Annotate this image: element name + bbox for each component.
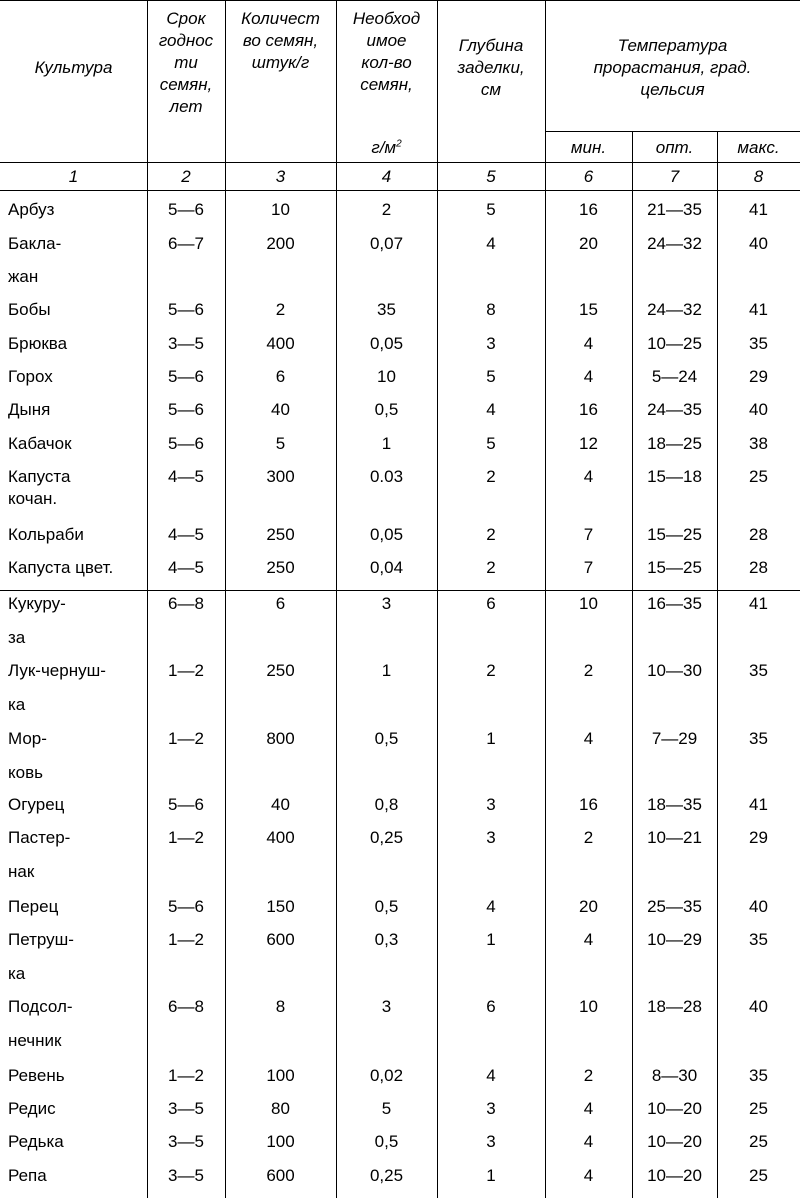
row-cell: 12 bbox=[579, 434, 598, 453]
row-cell: 200 bbox=[266, 234, 295, 253]
row-crop-name-line: Лук-чернуш- bbox=[8, 661, 106, 680]
row-cell: 3—5 bbox=[168, 1132, 204, 1151]
row-cell: 3 bbox=[486, 828, 496, 847]
subheader-max: макс. bbox=[737, 138, 780, 157]
row-cell: 16 bbox=[579, 200, 598, 219]
row-cell: 0,05 bbox=[369, 525, 404, 544]
row-cell: 6—7 bbox=[168, 234, 204, 253]
row-cell: 40 bbox=[271, 400, 290, 419]
row-cell: 35 bbox=[749, 661, 768, 680]
row-cell: 5 bbox=[486, 434, 496, 453]
row-cell: 18—28 bbox=[647, 997, 702, 1016]
row-crop-name-line: Горох bbox=[8, 367, 53, 386]
row-cell: 300 bbox=[266, 467, 295, 486]
row-cell: 10 bbox=[377, 367, 396, 386]
header-depth: Глубина заделки, см bbox=[457, 36, 525, 99]
row-cell: 20 bbox=[579, 897, 598, 916]
row-cell: 8—30 bbox=[651, 1066, 698, 1085]
col-number: 1 bbox=[68, 167, 79, 186]
row-crop-name-line: кочан. bbox=[8, 489, 58, 508]
row-cell: 21—35 bbox=[647, 200, 702, 219]
row-cell: 400 bbox=[266, 334, 295, 353]
row-cell: 3—5 bbox=[168, 334, 204, 353]
row-crop-name-line: Огурец bbox=[8, 795, 65, 814]
row-cell: 7 bbox=[583, 558, 594, 577]
row-cell: 41 bbox=[749, 594, 768, 613]
row-crop-name-line: Брюква bbox=[8, 334, 68, 353]
row-cell: 2 bbox=[486, 525, 496, 544]
header-shelf-life: Срок годнос ти семян, лет bbox=[158, 9, 214, 116]
row-cell: 5—6 bbox=[168, 400, 204, 419]
col-number: 3 bbox=[275, 167, 286, 186]
row-cell: 800 bbox=[266, 729, 295, 748]
header-seed-amount: Необход имое кол-во семян, bbox=[352, 9, 421, 94]
row-cell: 7—29 bbox=[651, 729, 698, 748]
row-cell: 5—6 bbox=[168, 897, 204, 916]
row-crop-name-line: Кукуру- bbox=[8, 594, 66, 613]
row-cell: 10—29 bbox=[647, 930, 702, 949]
row-crop-name-line: Арбуз bbox=[8, 200, 55, 219]
row-crop-name-line: Дыня bbox=[8, 400, 51, 419]
row-cell: 2 bbox=[381, 200, 392, 219]
row-crop-name-line: Кабачок bbox=[8, 434, 72, 453]
row-cell: 24—32 bbox=[647, 234, 702, 253]
row-cell: 25 bbox=[749, 1132, 768, 1151]
row-cell: 100 bbox=[266, 1066, 295, 1085]
row-cell: 5—6 bbox=[168, 300, 204, 319]
row-crop-name-line: Мор- bbox=[8, 729, 47, 748]
row-cell: 6—8 bbox=[168, 594, 204, 613]
row-cell: 4 bbox=[583, 1099, 594, 1118]
row-crop-name-line: за bbox=[8, 628, 26, 647]
row-cell: 24—32 bbox=[647, 300, 702, 319]
row-cell: 35 bbox=[749, 334, 768, 353]
row-cell: 16 bbox=[579, 795, 598, 814]
row-crop-name-line: Подсол- bbox=[8, 997, 73, 1016]
row-cell: 4 bbox=[486, 897, 496, 916]
row-cell: 6—8 bbox=[168, 997, 204, 1016]
row-cell: 18—35 bbox=[647, 795, 702, 814]
row-cell: 0,05 bbox=[369, 334, 404, 353]
row-cell: 1—2 bbox=[168, 828, 204, 847]
row-crop-name-line: Пастер- bbox=[8, 828, 71, 847]
row-cell: 6 bbox=[486, 997, 496, 1016]
col-number: 5 bbox=[486, 167, 496, 186]
row-cell: 38 bbox=[749, 434, 768, 453]
row-cell: 600 bbox=[266, 1166, 295, 1185]
row-cell: 40 bbox=[749, 897, 768, 916]
row-crop-name-line: Редис bbox=[8, 1099, 56, 1118]
header-seed-amount-unit: $г/м^2$ bbox=[371, 138, 402, 157]
row-cell: 2 bbox=[583, 661, 594, 680]
row-cell: 5 bbox=[486, 367, 496, 386]
row-cell: 7 bbox=[583, 525, 594, 544]
row-cell: 0,02 bbox=[369, 1066, 404, 1085]
row-cell: 20 bbox=[579, 234, 598, 253]
row-cell: 28 bbox=[749, 525, 768, 544]
row-crop-name-line: Редька bbox=[8, 1132, 64, 1151]
row-crop-name-line: Капуста bbox=[8, 467, 71, 486]
row-cell: 600 bbox=[266, 930, 295, 949]
row-cell: 4 bbox=[583, 367, 594, 386]
row-cell: 5—6 bbox=[168, 434, 204, 453]
row-cell: 0,07 bbox=[369, 234, 404, 253]
col-number: 8 bbox=[753, 167, 764, 186]
row-cell: 10—20 bbox=[647, 1166, 702, 1185]
row-cell: 25 bbox=[749, 1166, 768, 1185]
row-crop-name-line: Репа bbox=[8, 1166, 47, 1185]
row-cell: 0,5 bbox=[374, 729, 399, 748]
row-cell: 0,04 bbox=[369, 558, 404, 577]
row-cell: 35 bbox=[749, 729, 768, 748]
row-cell: 5—6 bbox=[168, 200, 204, 219]
row-cell: 6 bbox=[486, 594, 496, 613]
row-cell: 35 bbox=[749, 930, 768, 949]
row-cell: 1 bbox=[486, 930, 496, 949]
row-cell: 3 bbox=[381, 594, 392, 613]
row-cell: 29 bbox=[749, 828, 768, 847]
row-cell: 250 bbox=[266, 661, 295, 680]
row-cell: 5 bbox=[486, 200, 496, 219]
rule-top bbox=[0, 0, 800, 1]
col-number: 2 bbox=[181, 167, 191, 186]
row-cell: 10 bbox=[579, 594, 598, 613]
row-cell: 0.03 bbox=[369, 467, 404, 486]
row-cell: 1—2 bbox=[168, 1066, 204, 1085]
row-cell: 4 bbox=[486, 234, 496, 253]
subheader-min: мин. bbox=[570, 138, 607, 157]
row-crop-name-line: ка bbox=[8, 964, 26, 983]
row-cell: 0,25 bbox=[369, 828, 404, 847]
row-cell: 25—35 bbox=[647, 897, 702, 916]
row-cell: 4 bbox=[583, 467, 594, 486]
row-cell: 100 bbox=[266, 1132, 295, 1151]
row-cell: 0,3 bbox=[374, 930, 399, 949]
row-crop-name-line: Ревень bbox=[8, 1066, 65, 1085]
row-cell: 4 bbox=[583, 1166, 594, 1185]
row-cell: 8 bbox=[486, 300, 496, 319]
col-number: 7 bbox=[669, 167, 680, 186]
row-crop-name-line: Бакла- bbox=[8, 234, 62, 253]
row-cell: 4—5 bbox=[168, 467, 204, 486]
row-cell: 40 bbox=[749, 234, 768, 253]
row-cell: 1—2 bbox=[168, 729, 204, 748]
row-cell: 4 bbox=[583, 930, 594, 949]
row-cell: 400 bbox=[266, 828, 295, 847]
row-cell: 5—6 bbox=[168, 367, 204, 386]
rule-subheader bbox=[545, 131, 800, 132]
row-cell: 10—25 bbox=[647, 334, 702, 353]
row-cell: 35 bbox=[749, 1066, 768, 1085]
row-cell: 1 bbox=[486, 1166, 496, 1185]
row-cell: 1 bbox=[486, 729, 496, 748]
row-cell: 5 bbox=[275, 434, 286, 453]
row-cell: 0,5 bbox=[374, 400, 399, 419]
row-cell: 8 bbox=[275, 997, 286, 1016]
row-cell: 40 bbox=[271, 795, 290, 814]
row-cell: 6 bbox=[275, 594, 286, 613]
rule-numbers-bottom bbox=[0, 190, 800, 191]
row-cell: 1 bbox=[381, 434, 392, 453]
row-cell: 18—25 bbox=[647, 434, 702, 453]
row-cell: 250 bbox=[266, 525, 295, 544]
row-cell: 35 bbox=[377, 300, 396, 319]
row-cell: 2 bbox=[583, 1066, 594, 1085]
row-cell: 80 bbox=[271, 1099, 290, 1118]
row-cell: 15—25 bbox=[647, 558, 702, 577]
row-cell: 4—5 bbox=[168, 558, 204, 577]
row-cell: 250 bbox=[266, 558, 295, 577]
row-cell: 0,25 bbox=[369, 1166, 404, 1185]
row-cell: 6 bbox=[275, 367, 286, 386]
row-cell: 4 bbox=[486, 1066, 496, 1085]
row-cell: 4 bbox=[486, 400, 496, 419]
row-cell: 5 bbox=[381, 1099, 392, 1118]
row-cell: 4 bbox=[583, 729, 594, 748]
row-cell: 4—5 bbox=[168, 525, 204, 544]
col-number: 6 bbox=[583, 167, 594, 186]
row-cell: 3 bbox=[486, 1132, 496, 1151]
row-crop-name-line: Кольраби bbox=[8, 525, 84, 544]
row-cell: 28 bbox=[749, 558, 768, 577]
row-cell: 3 bbox=[486, 1099, 496, 1118]
row-cell: 15—25 bbox=[647, 525, 702, 544]
row-cell: 24—35 bbox=[647, 400, 702, 419]
row-cell: 1 bbox=[381, 661, 392, 680]
row-cell: 3 bbox=[486, 334, 496, 353]
row-cell: 2 bbox=[486, 467, 496, 486]
row-crop-name-line: нак bbox=[8, 862, 35, 881]
row-cell: 0,8 bbox=[374, 795, 399, 814]
subheader-opt: опт. bbox=[655, 138, 694, 157]
row-cell: 0,5 bbox=[374, 1132, 399, 1151]
row-cell: 4 bbox=[583, 1132, 594, 1151]
row-crop-name-line: нечник bbox=[8, 1031, 62, 1050]
row-cell: 2 bbox=[583, 828, 594, 847]
row-cell: 10—30 bbox=[647, 661, 702, 680]
row-cell: 4 bbox=[583, 334, 594, 353]
row-cell: 10 bbox=[579, 997, 598, 1016]
row-cell: 10—20 bbox=[647, 1132, 702, 1151]
row-cell: 25 bbox=[749, 1099, 768, 1118]
row-cell: 41 bbox=[749, 300, 768, 319]
row-cell: 3 bbox=[486, 795, 496, 814]
rule-section-break bbox=[0, 590, 800, 591]
header-seed-count: Количест во семян, штук/г bbox=[241, 9, 320, 72]
row-cell: 40 bbox=[749, 400, 768, 419]
row-cell: 0,5 bbox=[374, 897, 399, 916]
row-crop-name-line: Петруш- bbox=[8, 930, 74, 949]
row-cell: 10 bbox=[271, 200, 290, 219]
row-cell: 3—5 bbox=[168, 1166, 204, 1185]
row-crop-name-line: Бобы bbox=[8, 300, 51, 319]
row-cell: 1—2 bbox=[168, 661, 204, 680]
row-cell: 41 bbox=[749, 795, 768, 814]
row-cell: 3—5 bbox=[168, 1099, 204, 1118]
row-cell: 5—24 bbox=[651, 367, 698, 386]
header-temperature: Температура прорастания, град. цельсия bbox=[593, 36, 752, 99]
col-number: 4 bbox=[381, 167, 392, 186]
row-cell: 2 bbox=[486, 558, 496, 577]
row-crop-name-line: Капуста цвет. bbox=[8, 558, 114, 577]
row-cell: 40 bbox=[749, 997, 768, 1016]
row-cell: 5—6 bbox=[168, 795, 204, 814]
header-culture: Культура bbox=[34, 58, 113, 77]
row-crop-name-line: Перец bbox=[8, 897, 59, 916]
row-cell: 15 bbox=[579, 300, 598, 319]
row-crop-name-line: ковь bbox=[8, 763, 43, 782]
row-cell: 10—21 bbox=[647, 828, 702, 847]
row-cell: 150 bbox=[266, 897, 295, 916]
row-cell: 25 bbox=[749, 467, 768, 486]
row-cell: 29 bbox=[749, 367, 768, 386]
row-cell: 16—35 bbox=[647, 594, 702, 613]
row-crop-name-line: жан bbox=[8, 267, 39, 286]
row-cell: 10—20 bbox=[647, 1099, 702, 1118]
row-cell: 1—2 bbox=[168, 930, 204, 949]
row-cell: 2 bbox=[275, 300, 286, 319]
row-cell: 16 bbox=[579, 400, 598, 419]
row-cell: 41 bbox=[749, 200, 768, 219]
row-cell: 3 bbox=[381, 997, 392, 1016]
row-cell: 2 bbox=[486, 661, 496, 680]
row-crop-name-line: ка bbox=[8, 695, 26, 714]
row-cell: 15—18 bbox=[647, 467, 702, 486]
rule-header-bottom bbox=[0, 162, 800, 163]
